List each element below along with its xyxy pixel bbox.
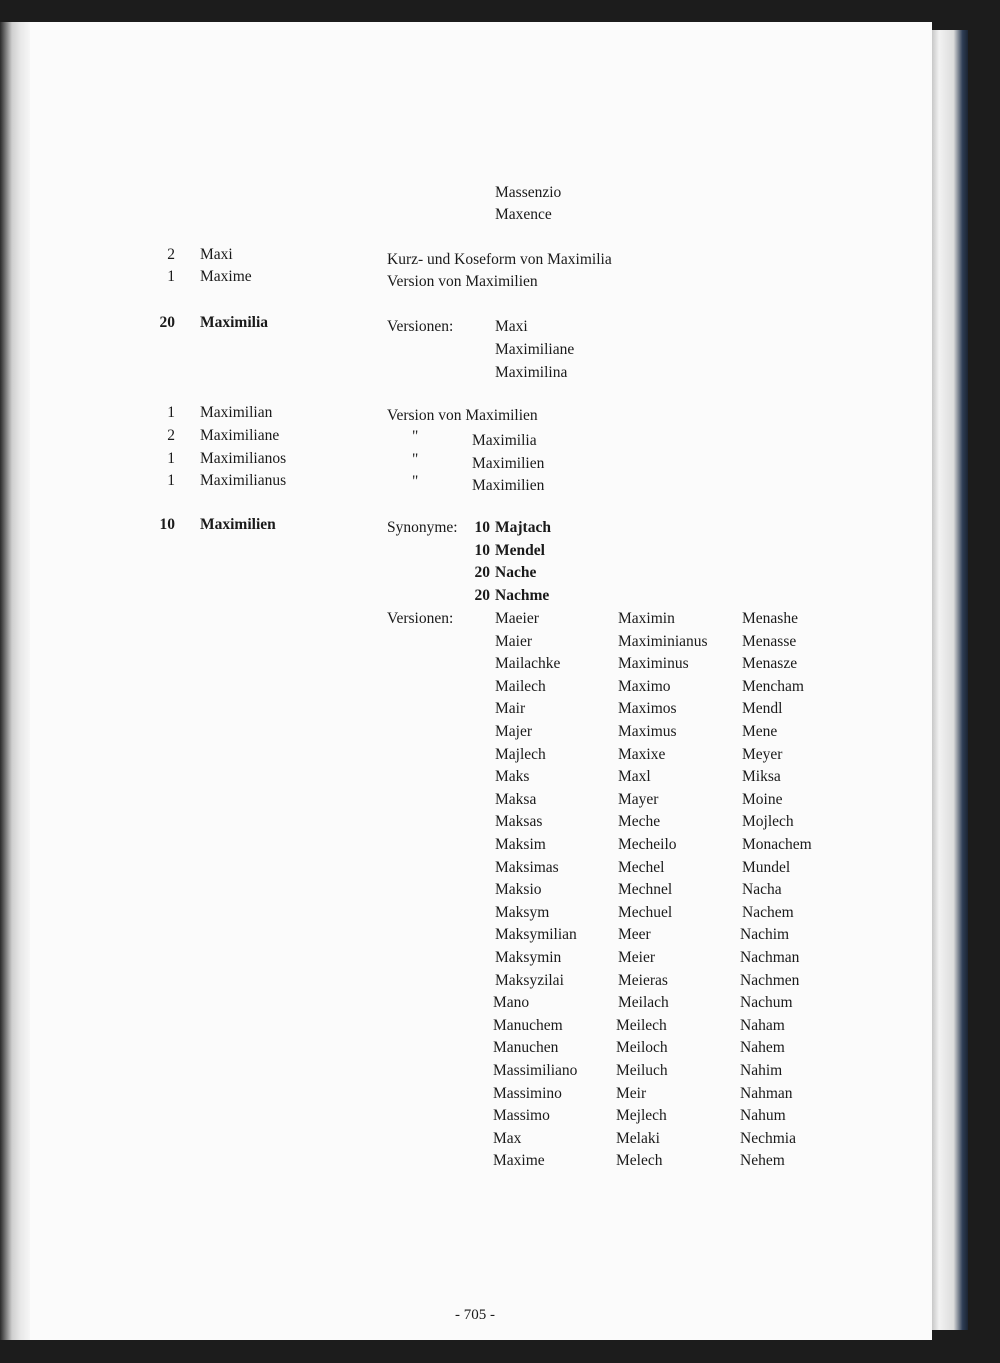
version-item: Massimiliano: [493, 1062, 578, 1079]
version-item: Maksim: [495, 836, 546, 853]
version-item: Maxl: [618, 768, 651, 786]
version-item: Max: [493, 1129, 522, 1147]
entry-target: Maximilien: [472, 477, 545, 494]
version-item: Nehem: [740, 1152, 785, 1170]
entry-count: 10: [159, 516, 175, 533]
synonym-count: 10: [474, 541, 490, 559]
version-item: Manuchen: [493, 1039, 559, 1057]
ditto-mark: ": [412, 451, 419, 468]
version-item: Massimo: [493, 1107, 550, 1125]
version-item: Monachem: [742, 836, 812, 853]
version-item: Maier: [495, 632, 533, 650]
version-item: Nahman: [740, 1084, 793, 1102]
version-item: Mayer: [618, 790, 659, 808]
version-item: Nachmen: [740, 971, 800, 989]
version-item: Meir: [616, 1084, 647, 1102]
version-item: Majlech: [495, 745, 546, 763]
version-item: Meilach: [618, 994, 669, 1012]
version-item: Melaki: [616, 1129, 660, 1147]
entry-count: 1: [167, 404, 175, 421]
version-item: Maximinus: [618, 655, 689, 673]
version-item: Mechnel: [618, 881, 673, 899]
versions-label: Versionen:: [387, 610, 454, 627]
version-item: Maximos: [618, 700, 677, 718]
version-item: Meiluch: [616, 1062, 668, 1079]
version-item: Maksa: [495, 790, 537, 808]
version-item: Massimino: [493, 1084, 562, 1102]
version-item: Majer: [495, 723, 533, 740]
version-item: Mendl: [742, 700, 783, 718]
version-item: Mencham: [742, 677, 804, 695]
version-item: Maks: [495, 768, 530, 786]
synonym-name: Mendel: [495, 541, 545, 559]
entry-target: Maximilien: [472, 455, 545, 472]
version-item: Naham: [740, 1016, 785, 1034]
version-item: Maksymilian: [495, 926, 577, 944]
entry-name: Maximilianos: [200, 450, 287, 467]
version-item: Nahum: [740, 1107, 786, 1125]
entry-count: 20: [159, 314, 175, 331]
version-item: Nechmia: [740, 1129, 796, 1147]
version-item: Maksym: [495, 903, 550, 921]
version-item: Maximilina: [495, 364, 568, 381]
version-item: Mailachke: [495, 655, 561, 673]
version-item: Menasse: [742, 632, 797, 650]
version-item: Maksymin: [495, 949, 562, 966]
synonym-count: 20: [474, 564, 490, 582]
synonym-name: Nachme: [495, 586, 550, 604]
version-item: Maxime: [493, 1152, 545, 1170]
synonym-count: 20: [474, 586, 490, 604]
entry-note: Kurz- und Koseform von Maximilia: [387, 251, 612, 268]
entry-name: Maximilia: [200, 314, 269, 331]
version-item: Maximiliane: [495, 341, 575, 358]
version-item: Nachman: [740, 949, 800, 966]
version-item: Maximin: [618, 610, 675, 627]
version-item: Mejlech: [616, 1107, 667, 1125]
entry-name: Maxi: [200, 246, 233, 263]
entry-target: Maximilia: [472, 432, 537, 449]
entry-name: Maximilianus: [200, 472, 287, 489]
entry-count: 1: [167, 472, 175, 489]
version-item: Mecheilo: [618, 836, 677, 853]
synonyms-label: Synonyme:: [387, 519, 458, 536]
version-item: Mundel: [742, 858, 791, 876]
page-number: - 705 -: [455, 1307, 495, 1323]
version-item: Meilech: [616, 1016, 667, 1034]
version-item: Nachim: [740, 926, 790, 944]
synonym-name: Majtach: [495, 519, 551, 536]
version-item: Maeier: [495, 610, 539, 627]
entry-note: Version von Maximilien: [387, 407, 538, 424]
version-item: Mechel: [618, 858, 665, 876]
entry-count: 1: [167, 450, 175, 467]
version-item: Moine: [742, 790, 783, 808]
version-item: Nachum: [740, 994, 793, 1012]
entry-name: Maximilien: [200, 516, 276, 533]
version-item: Nachem: [742, 903, 794, 921]
version-item: Mano: [493, 994, 530, 1012]
versions-label: Versionen:: [387, 318, 454, 335]
version-item: Mojlech: [742, 813, 794, 831]
version-item: Mailech: [495, 677, 546, 695]
version-item: Miksa: [742, 768, 781, 786]
entry-name: Maximiliane: [200, 427, 280, 444]
continued-version: Massenzio: [495, 184, 562, 201]
version-item: Mair: [495, 700, 526, 718]
version-item: Nahem: [740, 1039, 785, 1057]
continued-version: Maxence: [495, 206, 552, 223]
version-item: Mechuel: [618, 903, 673, 921]
version-item: Menasze: [742, 655, 798, 673]
entry-count: 1: [167, 268, 175, 285]
entry-name: Maxime: [200, 268, 252, 285]
version-item: Meche: [618, 813, 661, 831]
version-item: Meieras: [618, 971, 668, 989]
ditto-mark: ": [412, 428, 419, 445]
version-item: Maximo: [618, 677, 671, 695]
version-item: Maxixe: [618, 745, 666, 763]
entry-count: 2: [167, 427, 175, 444]
version-item: Meyer: [742, 745, 783, 763]
book-spine-left: [0, 22, 30, 1340]
synonym-count: 10: [474, 519, 490, 536]
book-cover-edge-right: [932, 30, 968, 1330]
version-item: Nahim: [740, 1062, 783, 1079]
entry-name: Maximilian: [200, 404, 273, 421]
version-item: Nacha: [742, 881, 782, 899]
version-item: Mene: [742, 723, 778, 740]
version-item: Maksyzilai: [495, 971, 564, 989]
synonym-name: Nache: [495, 564, 537, 582]
version-item: Maximinianus: [618, 632, 708, 650]
version-item: Menashe: [742, 610, 798, 627]
version-item: Meier: [618, 949, 656, 966]
version-item: Maximus: [618, 723, 677, 740]
entry-note: Version von Maximilien: [387, 273, 538, 290]
entry-count: 2: [167, 246, 175, 263]
version-item: Manuchem: [493, 1016, 563, 1034]
version-item: Meer: [618, 926, 651, 944]
version-item: Maxi: [495, 318, 528, 335]
version-item: Meiloch: [616, 1039, 668, 1057]
version-item: Maksio: [495, 881, 542, 899]
ditto-mark: ": [412, 473, 419, 490]
version-item: Maksimas: [495, 858, 559, 876]
version-item: Maksas: [495, 813, 543, 831]
version-item: Melech: [616, 1152, 663, 1170]
